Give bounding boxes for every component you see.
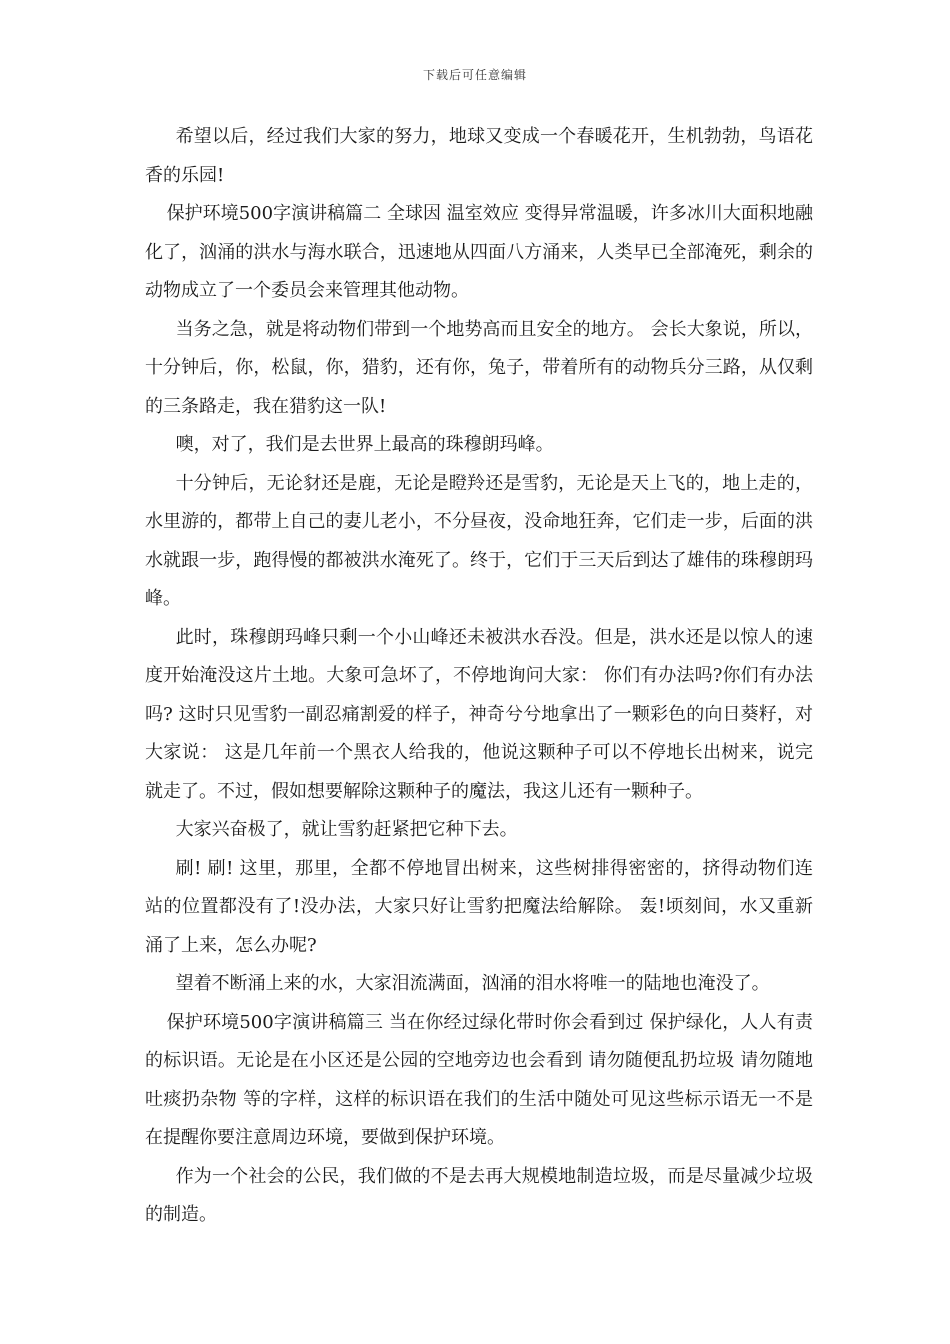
paragraph: 大家兴奋极了，就让雪豹赶紧把它种下去。 [175,819,518,840]
paragraph: 此时，珠穆朗玛峰只剩一个小山峰还未被洪水吞没。但是，洪水还是以惊人的速度开始淹没这片土地。大象可急坏了，不停地询问大家： 你们有办法吗?你们有办法吗? 这时只见雪豹一副忍痛割爱的样子，神奇兮兮地拿出了一颗彩色的向日葵籽，对大家说： 这是几年前一个黑衣人给我的，他说这颗种子可以不停地长出树来，说完就走了。不过，假如想要解除这颗种子的魔法，我这儿还有一颗种子。 [145,626,813,802]
paragraph: 作为一个社会的公民，我们做的不是去再大规模地制造垃圾，而是尽量减少垃圾的制造。 [145,1165,813,1225]
paragraph: 噢，对了，我们是去世界上最高的珠穆朗玛峰。 [175,434,554,455]
paragraph: 刷! 刷! 这里，那里，全都不停地冒出树来，这些树排得密密的，挤得动物们连站的位置都没有了!没办法，大家只好让雪豹把魔法给解除。 轰!顷刻间，水又重新涌了上来，怎么办呢? [145,857,813,956]
paragraph: 保护环境500字演讲稿篇三 当在你经过绿化带时你会看到过 保护绿化，人人有责 的标识语。无论是在小区还是公园的空地旁边也会看到 请勿随便乱扔垃圾 请勿随地吐痰扔杂物 等的字样，这样的标识语在我们的生活中随处可见这些标示语无一不是在提醒你要注意周边环境，要做到保护环境。 [145,1011,813,1148]
page-header: 下载后可任意编辑 [422,68,527,82]
document-body [145,118,813,1235]
paragraph: 望着不断涌上来的水，大家泪流满面，汹涌的泪水将唯一的陆地也淹没了。 [175,973,770,994]
paragraph: 保护环境500字演讲稿篇二 全球因 温室效应 变得异常温暖，许多冰川大面积地融化了，汹涌的洪水与海水联合，迅速地从四面八方涌来，人类早已全部淹死，剩余的动物成立了一个委员会来管理其他动物。 [145,203,813,301]
paragraph: 希望以后，经过我们大家的努力，地球又变成一个春暖花开，生机勃勃，鸟语花香的乐园! [145,126,813,186]
paragraph: 当务之急，就是将动物们带到一个地势高而且安全的地方。 会长大象说，所以，十分钟后，你，松鼠，你，猎豹，还有你，兔子，带着所有的动物兵分三路，从仅剩的三条路走，我在猎豹这一队! [145,318,813,417]
paragraph: 十分钟后，无论豺还是鹿，无论是瞪羚还是雪豹，无论是天上飞的，地上走的，水里游的，都带上自己的妻儿老小，不分昼夜，没命地狂奔，它们走一步，后面的洪水就跟一步，跑得慢的都被洪水淹死了。终于，它们于三天后到达了雄伟的珠穆朗玛峰。 [145,472,813,609]
